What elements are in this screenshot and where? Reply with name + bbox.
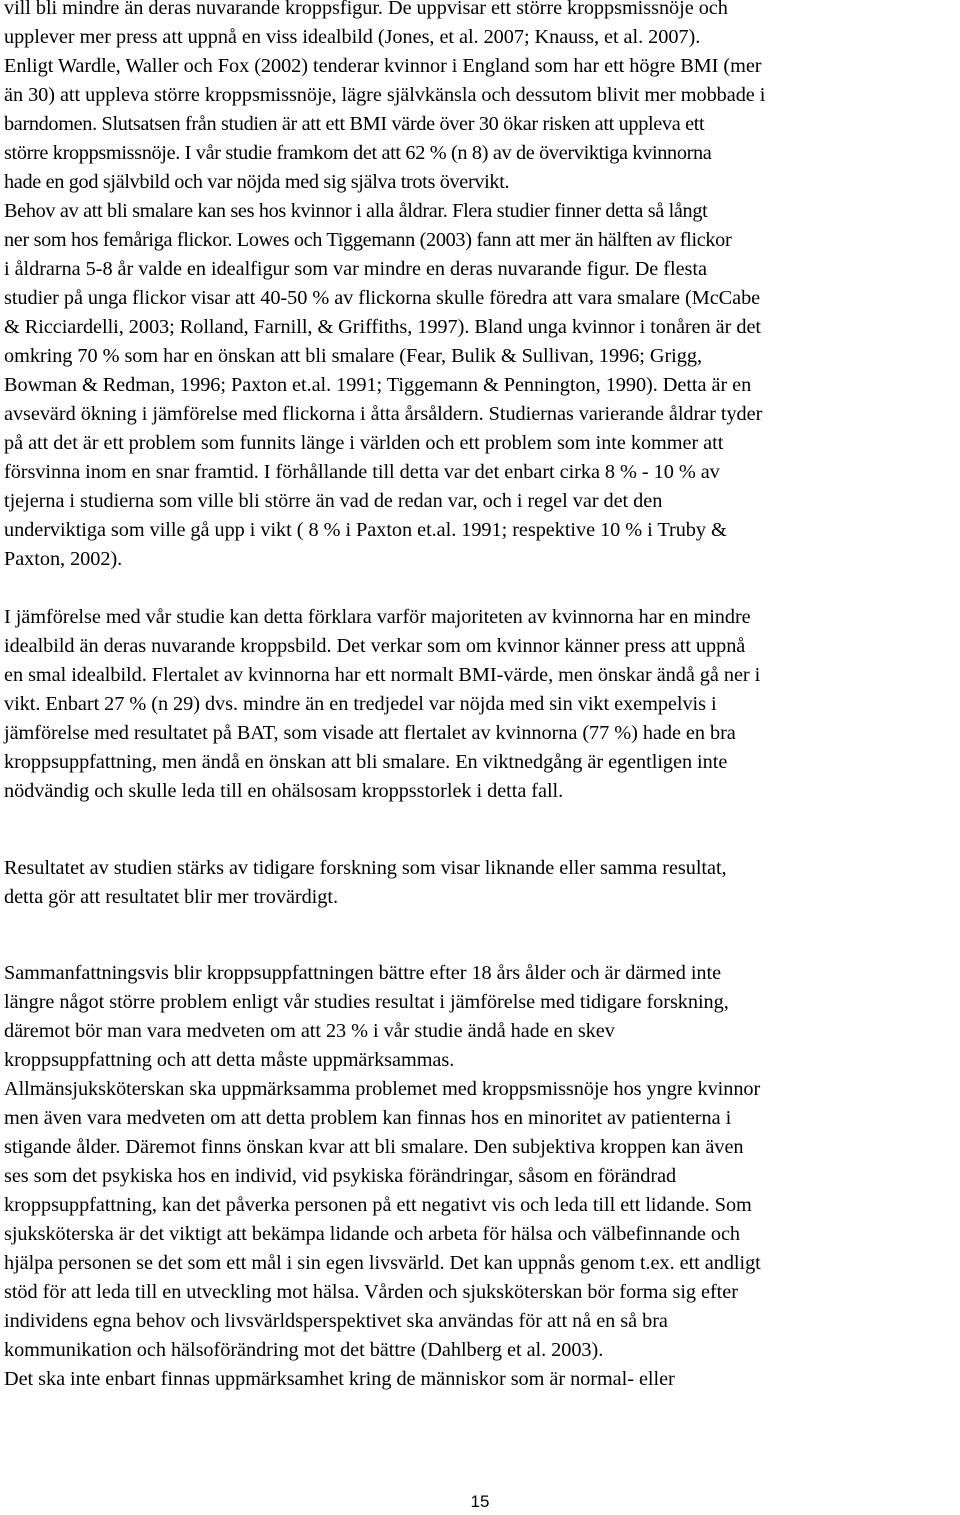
text-line: Sammanfattningsvis blir kroppsuppfattningen bättre efter 18 års ålder och är därmed inte	[4, 962, 722, 984]
paragraph-body-1	[4, 0, 958, 574]
text-line: en smal idealbild. Flertalet av kvinnorna har ett normalt BMI-värde, men önskar ändå gå ner i	[4, 664, 761, 686]
text-line: studier på unga flickor visar att 40-50 % av flickorna skulle föredra att vara smalare (McCabe	[4, 287, 761, 309]
text-line: omkring 70 % som har en önskan att bli smalare (Fear, Bulik & Sullivan, 1996; Grigg,	[4, 345, 702, 367]
text-line: kommunikation och hälsoförändring mot det bättre (Dahlberg et al. 2003).	[4, 1339, 604, 1361]
text-line: kroppsuppfattning, kan det påverka personen på ett negativt vis och leda till ett lidande. Som	[4, 1194, 752, 1216]
text-line: vikt. Enbart 27 % (n 29) dvs. mindre än en tredjedel var nöjda med sin vikt exempelvis i	[4, 693, 717, 715]
text-line: större kroppsmissnöje. I vår studie framkom det att 62 % (n 8) av de överviktiga kvinnorna	[4, 142, 712, 164]
text-line: försvinna inom en snar framtid. I förhållande till detta var det enbart cirka 8 % - 10 % av	[4, 461, 720, 483]
paragraph-body-2	[4, 603, 958, 806]
text-line: Behov av att bli smalare kan ses hos kvinnor i alla åldrar. Flera studier finner detta så långt	[4, 200, 708, 222]
text-line: upplever mer press att uppnå en viss idealbild (Jones, et al. 2007; Knauss, et al. 2007).	[4, 26, 701, 48]
text-line: kroppsuppfattning, men ändå en önskan att bli smalare. En viktnedgång är egentligen inte	[4, 751, 728, 773]
text-line: sjuksköterska är det viktigt att bekämpa lidande och arbeta för hälsa och välbefinnande och	[4, 1223, 741, 1245]
text-line: Enligt Wardle, Waller och Fox (2002) tenderar kvinnor i England som har ett högre BMI (mer	[4, 55, 762, 77]
text-line: vill bli mindre än deras nuvarande kroppsfigur. De uppvisar ett större kroppsmissnöje och	[4, 0, 728, 19]
text-line: däremot bör man vara medveten om att 23 % i vår studie ändå hade en skev	[4, 1020, 615, 1042]
text-line: Paxton, 2002).	[4, 548, 123, 570]
text-line: Allmänsjuksköterskan ska uppmärksamma problemet med kroppsmissnöje hos yngre kvinnor	[4, 1078, 761, 1100]
text-line: på att det är ett problem som funnits länge i världen och ett problem som inte kommer att	[4, 432, 724, 454]
text-line: hjälpa personen se det som ett mål i sin egen livsvärld. Det kan uppnås genom t.ex. ett andligt	[4, 1252, 761, 1274]
text-line: kroppsuppfattning och att detta måste uppmärksammas.	[4, 1049, 455, 1071]
text-line: ner som hos femåriga flickor. Lowes och Tiggemann (2003) fann att mer än hälften av flickor	[4, 229, 732, 251]
text-line: Bowman & Redman, 1996; Paxton et.al. 1991; Tiggemann & Pennington, 1990). Detta är en	[4, 374, 752, 396]
text-line: barndomen. Slutsatsen från studien är att ett BMI värde över 30 ökar risken att uppleva ett	[4, 113, 705, 135]
text-line: nödvändig och skulle leda till en ohälsosam kroppsstorlek i detta fall.	[4, 780, 564, 802]
text-line: Det ska inte enbart finnas uppmärksamhet kring de människor som är normal- eller	[4, 1368, 675, 1390]
text-line: idealbild än deras nuvarande kroppsbild. Det verkar som om kvinnor känner press att uppnå	[4, 635, 746, 657]
text-line: ses som det psykiska hos en individ, vid psykiska förändringar, såsom en förändrad	[4, 1165, 677, 1187]
text-line: i åldrarna 5-8 år valde en idealfigur som var mindre en deras nuvarande figur. De flesta	[4, 258, 707, 280]
text-line: men även vara medveten om att detta problem kan finnas hos en minoritet av patienterna i	[4, 1107, 732, 1129]
text-line: stöd för att leda till en utveckling mot hälsa. Vården och sjuksköterskan bör forma sig efter	[4, 1281, 738, 1303]
text-line: Resultatet av studien stärks av tidigare forskning som visar liknande eller samma resultat,	[4, 857, 727, 879]
text-line: stigande ålder. Däremot finns önskan kvar att bli smalare. Den subjektiva kroppen kan även	[4, 1136, 744, 1158]
text-line: längre något större problem enligt vår studies resultat i jämförelse med tidigare forskning,	[4, 991, 729, 1013]
document-page	[4, 0, 958, 1394]
text-line: & Ricciardelli, 2003; Rolland, Farnill, & Griffiths, 1997). Bland unga kvinnor i tonåren är det	[4, 316, 761, 338]
text-line: individens egna behov och livsvärldsperspektivet ska användas för att nå en så bra	[4, 1310, 668, 1332]
text-line: jämförelse med resultatet på BAT, som visade att flertalet av kvinnorna (77 %) hade en bra	[4, 722, 736, 744]
text-line: än 30) att uppleva större kroppsmissnöje, lägre självkänsla och dessutom blivit mer mobbade i	[4, 84, 766, 106]
paragraph-body-4	[4, 959, 958, 1394]
text-line: avsevärd ökning i jämförelse med flickorna i åtta årsåldern. Studiernas varierande åldrar tyder	[4, 403, 763, 425]
text-line: underviktiga som ville gå upp i vikt ( 8 % i Paxton et.al. 1991; respektive 10 % i Truby &	[4, 519, 727, 541]
text-line: tjejerna i studierna som ville bli större än vad de redan var, och i regel var det den	[4, 490, 663, 512]
paragraph-body-3	[4, 854, 958, 912]
page-number: 15	[470, 1492, 490, 1511]
text-line: hade en god självbild och var nöjda med sig själva trots övervikt.	[4, 171, 510, 193]
text-line: detta gör att resultatet blir mer trovärdigt.	[4, 886, 338, 908]
text-line: I jämförelse med vår studie kan detta förklara varför majoriteten av kvinnorna har en mindre	[4, 606, 751, 628]
